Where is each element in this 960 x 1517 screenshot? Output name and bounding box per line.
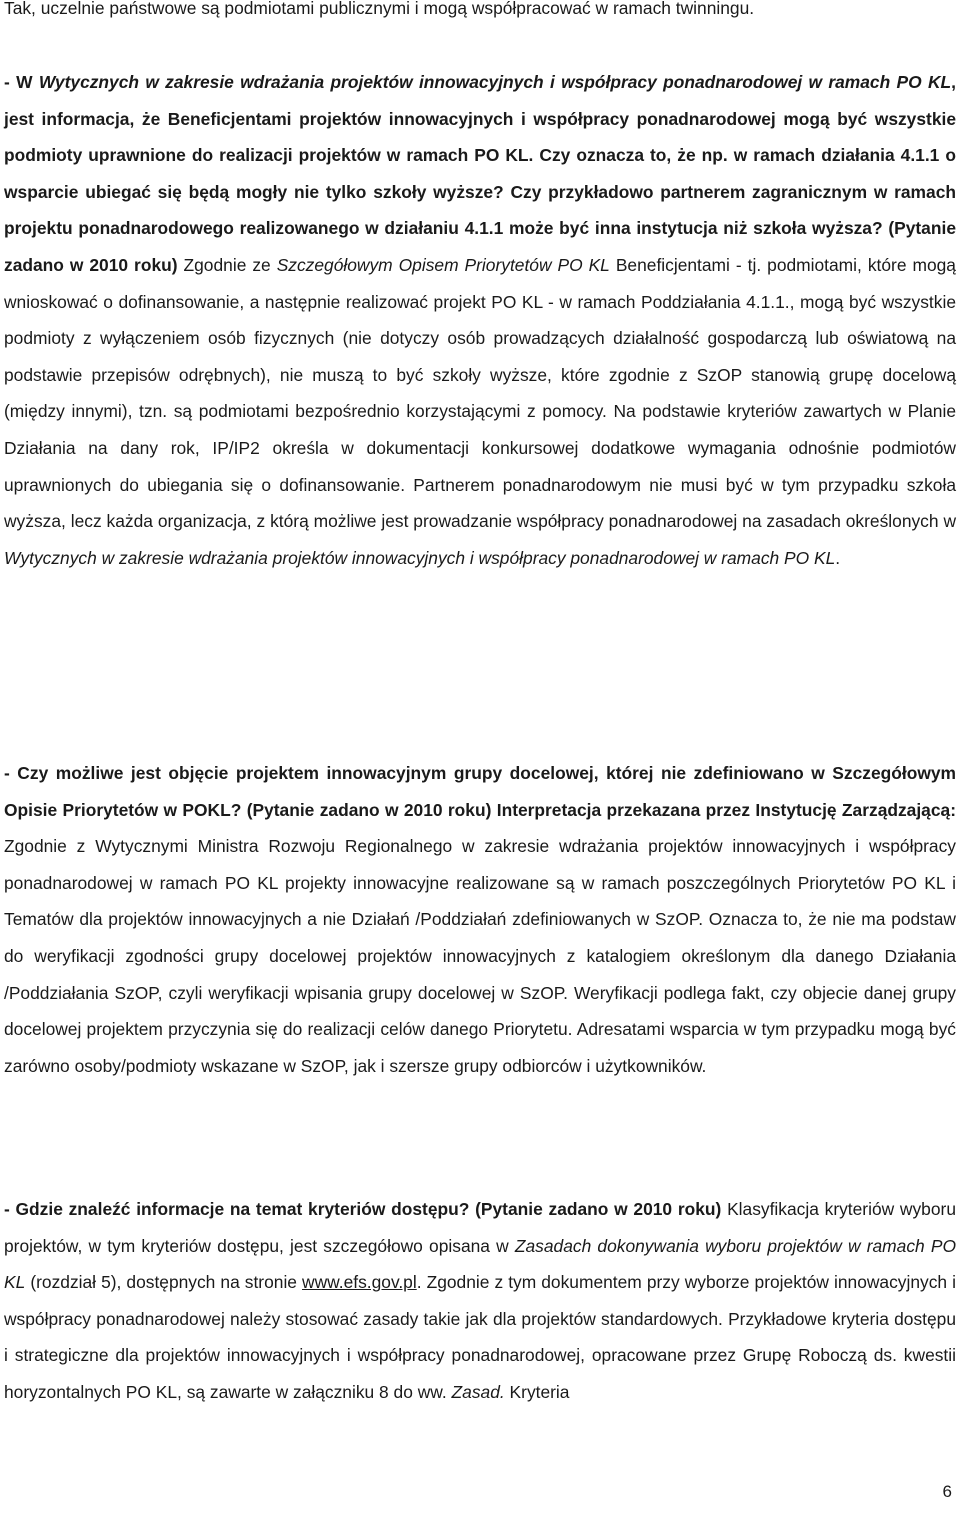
question-text: - Gdzie znaleźć informacje na temat kryteriów dostępu? (Pytanie zadano w 2010 roku) [4,1199,722,1219]
question-innovative-projects [4,64,956,576]
paragraph-text: Tak, uczelnie państwowe są podmiotami publicznymi i mogą współpracować w ramach twinningu. [4,0,755,18]
question-text: , jest informacja, że Beneficjentami projektów innowacyjnych i współpracy ponadnarodowej mogą być wszystkie podmioty uprawnione do realizacji projektów w ramach PO KL. Czy oznacza to, że np. w ramach działania 4.1.1 o wsparcie ubiegać się będą mogły nie tylko szkoły wyższe? Czy przykładowo partnerem zagranicznym w ramach projektu ponadnarodowego realizowanego w działaniu 4.1.1 może być inna instytucja niż szkoła wyższa? (Pytanie zadano w 2010 roku) [4,72,956,275]
question-access-criteria [4,1191,956,1411]
answer-text-italic: Szczegółowym Opisem Priorytetów PO KL [276,254,610,275]
answer-text-italic: Zasadach dokonywania wyboru projektów w ramach PO KL [4,1235,956,1293]
answer-text: . [835,547,841,568]
answer-label: Interpretacja przekazana przez Instytucję Zarządzającą: [496,799,956,820]
page-number: 6 [942,1482,952,1501]
answer-text: Beneficjentami - tj. podmiotami, które mogą wnioskować o dofinansowanie, a następnie realizować projekt PO KL - w ramach Poddziałania 4.1.1., mogą być wszystkie podmioty z wyłączeniem osób fizycznych (nie dotyczy osób prowadzących działalność gospodarczą lub oświatową na podstawie przepisów odrębnych), nie muszą to być szkoły wyższe, które zgodnie z SzOP stanowią grupę docelową (między innymi), tzn. są podmiotami bezpośrednio korzystającymi z pomocy. Na podstawie kryteriów zawartych w Planie Działania na dany rok, IP/IP2 określa w dokumentacji konkursowej dodatkowe wymagania odnośnie podmiotów uprawnionych do ubiegania się o dofinansowanie. Partnerem ponadnarodowym nie musi być w tym przypadku szkoła wyższa, lecz każda organizacja, z którą możliwe jest prowadzanie współpracy ponadnarodowej na zasadach określonych w [4,254,956,532]
question-text-italic: Wytycznych w zakresie wdrażania projektów innowacyjnych i współpracy ponadnarodowej w ramach PO KL [38,72,952,92]
efs-link[interactable]: www.efs.gov.pl [302,1272,417,1293]
answer-text: Zgodnie z Wytycznymi Ministra Rozwoju Regionalnego w zakresie wdrażania projektów innowacyjnych i współpracy ponadnarodowej w ramach PO KL projekty innowacyjne realizowane są w ramach poszczególnych Priorytetów PO KL i Tematów dla projektów innowacyjnych a nie Działań /Poddziałań zdefiniowanych w SzOP. Oznacza to, że nie ma podstaw do weryfikacji zgodności grupy docelowej projektów innowacyjnych z katalogiem określonym dla danego Działania /Poddziałania SzOP, czyli weryfikacji wpisania grupy docelowej w SzOP. Weryfikacji podlega fakt, czy objecie danej grupy docelowej projektem przyczynia się do realizacji celów danego Priorytetu. Adresatami wsparcia w tym przypadku mogą być zarówno osoby/podmioty wskazane w SzOP, jak i szersze grupy odbiorców i użytkowników. [4,836,956,1076]
answer-text: Kryteria [504,1381,570,1402]
question-target-group [4,755,956,1084]
answer-text: (rozdział 5), dostępnych na stronie [25,1272,303,1293]
answer-text-italic: Wytycznych w zakresie wdrażania projektów innowacyjnych i współpracy ponadnarodowej w ramach PO KL [4,547,836,568]
question-text: - W [4,72,39,92]
answer-text-italic: Zasad. [451,1381,505,1402]
question-text: - Czy możliwe jest objęcie projektem innowacyjnym grupy docelowej, której nie zdefiniowano w Szczegółowym Opisie Priorytetów w POKL? (Pytanie zadano w 2010 roku) [4,763,956,820]
answer-text: Klasyfikacja kryteriów wyboru projektów, w tym kryteriów dostępu, jest szczegółowo opisana w [4,1199,956,1256]
answer-text: . Zgodnie z tym dokumentem przy wyborze projektów innowacyjnych i współpracy ponadnarodowej należy stosować zasady takie jak dla projektów standardowych. Przykładowe kryteria dostępu i strategiczne dla projektów innowacyjnych i współpracy ponadnarodowej, opracowane przez Grupę Roboczą ds. kwestii horyzontalnych PO KL, są zawarte w załączniku 8 do ww. [4,1272,956,1402]
paragraph-twinning [4,0,956,27]
answer-text: Zgodnie ze [183,254,277,275]
